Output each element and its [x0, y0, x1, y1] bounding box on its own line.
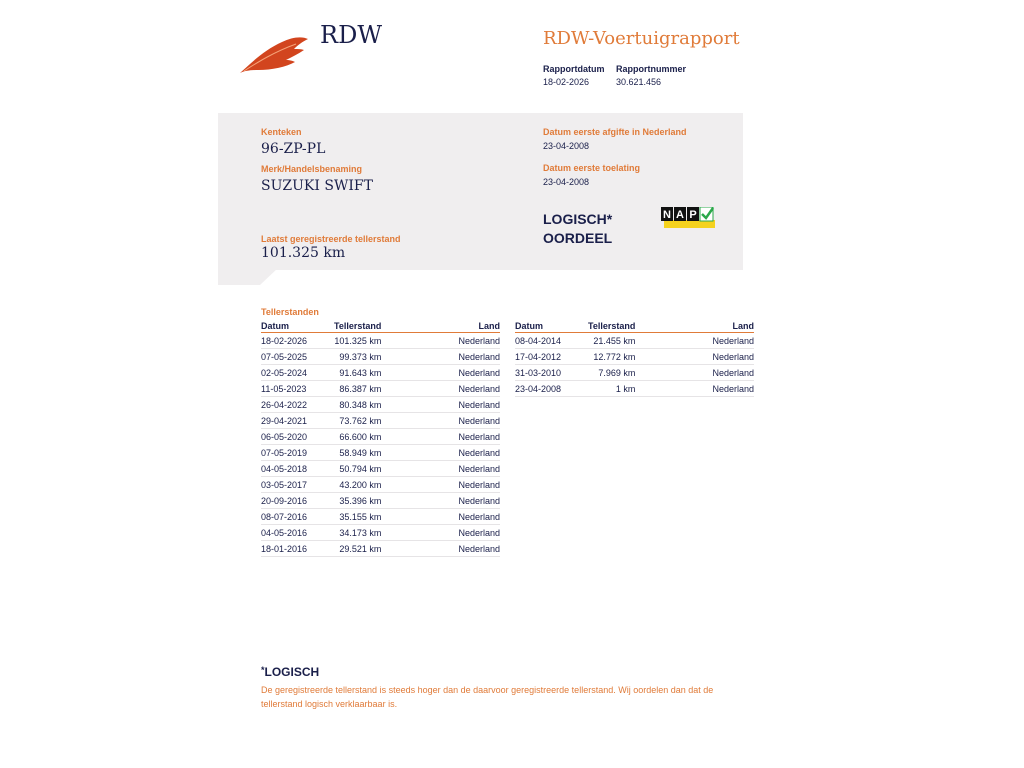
first-issue-nl-value: 23-04-2008 [543, 141, 590, 151]
logo-text: RDW [320, 21, 382, 49]
table-row [515, 349, 754, 365]
reading-odometer: 50.794 km [334, 461, 381, 477]
verdict-line1: LOGISCH* [543, 211, 613, 227]
table-row [261, 365, 500, 381]
reading-date: 04-05-2018 [261, 461, 334, 477]
reading-date: 06-05-2020 [261, 429, 334, 445]
report-date: 18-02-2026 [543, 77, 590, 87]
reading-country: Nederland [381, 333, 500, 349]
reading-odometer: 1 km [588, 381, 635, 397]
table-row [261, 493, 500, 509]
nap-logo-icon [661, 207, 715, 228]
reading-date: 26-04-2022 [261, 397, 334, 413]
table-row [261, 397, 500, 413]
report-date-label: Rapportdatum [543, 64, 605, 74]
table-row [515, 333, 754, 349]
table-row [261, 413, 500, 429]
readings-body-right [515, 333, 754, 397]
reading-odometer: 101.325 km [334, 333, 381, 349]
reading-country: Nederland [381, 461, 500, 477]
panel-tail [218, 268, 278, 285]
reading-country: Nederland [381, 525, 500, 541]
column-country: Land [635, 321, 754, 333]
reading-country: Nederland [381, 381, 500, 397]
reading-odometer: 58.949 km [334, 445, 381, 461]
nap-letter-n: N [663, 209, 671, 221]
verdict-line2: OORDEEL [543, 230, 613, 246]
reading-country: Nederland [381, 445, 500, 461]
table-row [515, 365, 754, 381]
odometer-label: Laatst geregistreerde tellerstand [261, 234, 401, 244]
reading-date: 08-07-2016 [261, 509, 334, 525]
table-row [261, 445, 500, 461]
reading-date: 18-01-2016 [261, 541, 334, 557]
reading-odometer: 34.173 km [334, 525, 381, 541]
column-date: Datum [515, 321, 588, 333]
plate-label: Kenteken [261, 127, 302, 137]
footnote-star: * [261, 665, 265, 675]
reading-country: Nederland [381, 365, 500, 381]
reading-date: 03-05-2017 [261, 477, 334, 493]
reading-odometer: 86.387 km [334, 381, 381, 397]
column-odometer: Tellerstand [334, 321, 382, 331]
reading-date: 18-02-2026 [261, 333, 334, 349]
reading-date: 07-05-2019 [261, 445, 334, 461]
readings-body-left [261, 333, 500, 557]
reading-odometer: 35.155 km [334, 509, 381, 525]
reading-odometer: 91.643 km [334, 365, 381, 381]
brand-value: SUZUKI SWIFT [261, 178, 373, 194]
reading-country: Nederland [635, 365, 754, 381]
reading-country: Nederland [381, 509, 500, 525]
reading-country: Nederland [635, 381, 754, 397]
rdw-logo-icon [238, 36, 310, 76]
report-number-label: Rapportnummer [616, 64, 687, 74]
readings-header-row [261, 321, 500, 333]
reading-odometer: 12.772 km [588, 349, 635, 365]
table-row [261, 509, 500, 525]
reading-odometer: 99.373 km [334, 349, 381, 365]
column-odometer: Tellerstand [588, 321, 636, 331]
odometer-value: 101.325 km [261, 245, 346, 261]
table-row [515, 381, 754, 397]
first-admission-label: Datum eerste toelating [543, 163, 641, 173]
nap-letter-a: A [676, 209, 684, 221]
reading-country: Nederland [381, 349, 500, 365]
table-row [261, 429, 500, 445]
reading-odometer: 73.762 km [334, 413, 381, 429]
table-row [261, 381, 500, 397]
reading-date: 11-05-2023 [261, 381, 334, 397]
footnote-title [261, 665, 319, 679]
table-row [261, 477, 500, 493]
reading-country: Nederland [381, 493, 500, 509]
footnote-title-text: LOGISCH [264, 665, 320, 679]
reading-odometer: 7.969 km [588, 365, 635, 381]
reading-date: 29-04-2021 [261, 413, 334, 429]
table-row [261, 541, 500, 557]
footnote-text: De geregistreerde tellerstand is steeds hoger dan de daarvoor geregistreerde tellerstand. Wij oordelen dan dat de tellerstand logisch verklaarbaar is. [261, 685, 714, 709]
reading-odometer: 66.600 km [334, 429, 381, 445]
column-country: Land [381, 321, 500, 333]
reading-country: Nederland [381, 413, 500, 429]
table-row [261, 349, 500, 365]
reading-odometer: 21.455 km [588, 333, 635, 349]
reading-date: 02-05-2024 [261, 365, 334, 381]
table-row [261, 333, 500, 349]
table-row [261, 525, 500, 541]
verdict [543, 210, 612, 248]
reading-odometer: 35.396 km [334, 493, 381, 509]
first-admission-value: 23-04-2008 [543, 177, 590, 187]
reading-country: Nederland [635, 333, 754, 349]
column-date: Datum [261, 321, 334, 333]
report-number: 30.621.456 [616, 77, 662, 87]
reading-country: Nederland [381, 397, 500, 413]
reading-date: 20-09-2016 [261, 493, 334, 509]
reading-date: 04-05-2016 [261, 525, 334, 541]
reading-date: 31-03-2010 [515, 365, 588, 381]
table-row [261, 461, 500, 477]
reading-date: 08-04-2014 [515, 333, 588, 349]
brand-label: Merk/Handelsbenaming [261, 164, 363, 174]
reading-odometer: 80.348 km [334, 397, 381, 413]
readings-table-right [515, 321, 754, 397]
reading-odometer: 43.200 km [334, 477, 381, 493]
readings-header-row [515, 321, 754, 333]
plate-value: 96-ZP-PL [261, 141, 326, 157]
reading-country: Nederland [381, 477, 500, 493]
reading-country: Nederland [381, 541, 500, 557]
reading-odometer: 29.521 km [334, 541, 381, 557]
reading-country: Nederland [381, 429, 500, 445]
readings-title: Tellerstanden [261, 307, 319, 317]
nap-letter-p: P [689, 209, 697, 221]
reading-date: 07-05-2025 [261, 349, 334, 365]
report-title: RDW-Voertuigrapport [543, 28, 740, 49]
first-issue-nl-label: Datum eerste afgifte in Nederland [543, 127, 687, 137]
reading-date: 17-04-2012 [515, 349, 588, 365]
readings-table-left [261, 321, 500, 557]
reading-country: Nederland [635, 349, 754, 365]
reading-date: 23-04-2008 [515, 381, 588, 397]
